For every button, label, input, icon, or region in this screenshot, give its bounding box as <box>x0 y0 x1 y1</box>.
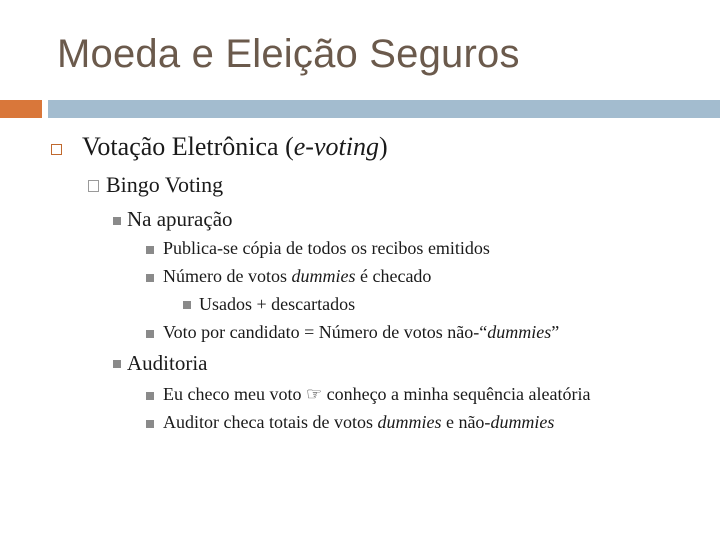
text-segment: Voto por candidato = Número de votos não-“ <box>163 322 488 342</box>
bullet-auditor-checa <box>163 412 554 433</box>
square-bullet-icon <box>146 420 154 428</box>
square-bullet-icon <box>146 330 154 338</box>
square-bullet-icon <box>113 360 121 368</box>
text-segment: Número de votos <box>163 266 292 286</box>
checkbox-bullet-icon <box>88 180 99 192</box>
bullet-level1-tail: ) <box>378 132 388 161</box>
square-bullet-icon <box>146 246 154 254</box>
square-bullet-icon <box>146 392 154 400</box>
bullet-voto-por-candidato <box>163 322 559 343</box>
square-bullet-icon <box>113 217 121 225</box>
text-emphasis: dummies <box>377 412 442 432</box>
bullet-auditoria: Auditoria <box>127 351 208 375</box>
accent-bar-orange <box>0 100 42 118</box>
slide-title: Moeda e Eleição Seguros <box>57 32 520 76</box>
text-segment: ” <box>551 322 560 342</box>
bullet-eu-checo: Eu checo meu voto ☞ conheço a minha sequência aleatória <box>163 384 591 404</box>
bullet-level1-text: Votação Eletrônica ( <box>82 132 294 161</box>
bullet-usados-descartados: Usados + descartados <box>199 294 356 314</box>
accent-bar-blue <box>48 100 720 118</box>
text-emphasis: dummies <box>490 412 555 432</box>
square-bullet-icon <box>146 274 154 282</box>
text-emphasis: dummies <box>487 322 552 342</box>
bullet-na-apuracao: Na apuração <box>127 207 233 231</box>
bullet-numero-votos <box>163 266 431 287</box>
bullet-bingo-voting: Bingo Voting <box>106 172 224 197</box>
text-segment: e não- <box>441 412 491 432</box>
bullet-publica-se: Publica-se cópia de todos os recibos emitidos <box>163 238 490 258</box>
text-segment: é checado <box>355 266 432 286</box>
hollow-square-bullet-icon <box>51 144 62 155</box>
square-bullet-icon <box>183 301 191 309</box>
text-emphasis: dummies <box>291 266 356 286</box>
text-segment: Auditor checa totais de votos <box>163 412 378 432</box>
bullet-level1 <box>82 132 388 162</box>
bullet-level1-emphasis: e-voting <box>293 132 379 161</box>
